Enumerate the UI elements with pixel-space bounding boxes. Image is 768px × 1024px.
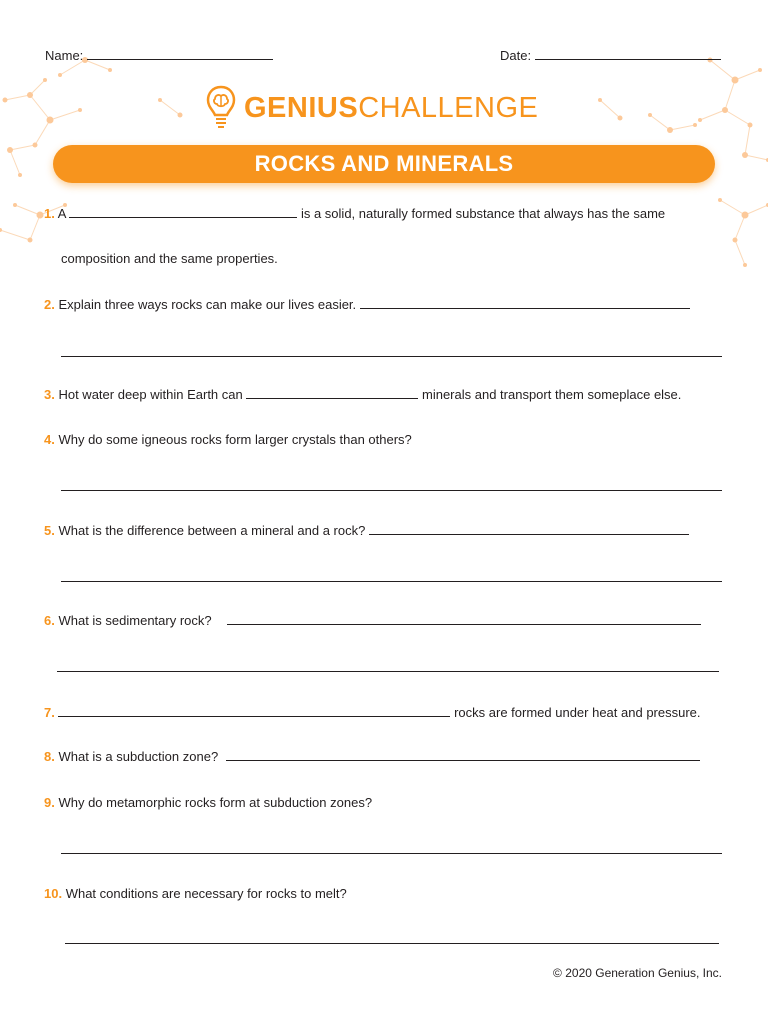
question-number: 2. (44, 297, 55, 312)
question-number: 10. (44, 886, 63, 901)
question-10 (44, 886, 347, 901)
question-number: 7. (44, 705, 55, 720)
question-1-line-2: composition and the same properties. (61, 251, 278, 266)
question-text: Why do metamorphic rocks form at subduction zones? (58, 795, 373, 810)
question-8 (44, 749, 700, 764)
question-4 (44, 432, 412, 447)
question-9 (44, 795, 372, 810)
question-text: A (57, 206, 66, 221)
question-number: 6. (44, 613, 55, 628)
answer-blank[interactable] (360, 297, 690, 309)
question-text: What is the difference between a mineral and a rock? (58, 523, 366, 538)
answer-line[interactable] (61, 356, 722, 357)
answer-blank[interactable] (227, 613, 701, 625)
question-5 (44, 523, 689, 538)
title-banner: ROCKS AND MINERALS (53, 145, 715, 183)
question-text: What is sedimentary rock? (58, 613, 212, 628)
answer-blank[interactable] (58, 705, 450, 717)
copyright-footer: © 2020 Generation Genius, Inc. (553, 966, 722, 980)
question-number: 5. (44, 523, 55, 538)
question-text: What is a subduction zone? (58, 749, 219, 764)
question-text: Explain three ways rocks can make our lives easier. (58, 297, 357, 312)
question-number: 9. (44, 795, 55, 810)
question-number: 8. (44, 749, 55, 764)
logo-wordmark (244, 92, 538, 125)
question-3 (44, 387, 681, 402)
question-text: What conditions are necessary for rocks to melt? (65, 886, 347, 901)
date-blank[interactable] (535, 48, 721, 60)
question-text-continued: minerals and transport them someplace else. (422, 387, 682, 402)
answer-line[interactable] (61, 490, 722, 491)
answer-line[interactable] (61, 853, 722, 854)
answer-blank[interactable] (69, 206, 297, 218)
answer-blank[interactable] (246, 387, 418, 399)
lightbulb-brain-icon (205, 84, 237, 134)
question-number: 4. (44, 432, 55, 447)
question-6 (44, 613, 701, 628)
name-label: Name: (45, 48, 84, 63)
logo-word-light: CHALLENGE (358, 92, 539, 124)
question-2 (44, 297, 690, 312)
question-number: 3. (44, 387, 55, 402)
question-text: Why do some igneous rocks form larger crystals than others? (58, 432, 412, 447)
question-text: Hot water deep within Earth can (58, 387, 243, 402)
question-number: 1. (44, 206, 55, 221)
name-field[interactable] (45, 48, 273, 63)
answer-blank[interactable] (369, 523, 689, 535)
question-text: rocks are formed under heat and pressure. (454, 705, 701, 720)
logo-word-bold: GENIUS (244, 92, 359, 124)
question-1 (44, 206, 665, 221)
answer-line[interactable] (57, 671, 719, 672)
question-7 (44, 705, 701, 720)
question-text-continued: is a solid, naturally formed substance that always has the same (300, 206, 666, 221)
answer-line[interactable] (61, 581, 722, 582)
name-blank[interactable] (87, 48, 273, 60)
date-field[interactable] (500, 48, 721, 63)
answer-line[interactable] (65, 943, 719, 944)
date-label: Date: (500, 48, 532, 63)
answer-blank[interactable] (226, 749, 700, 761)
